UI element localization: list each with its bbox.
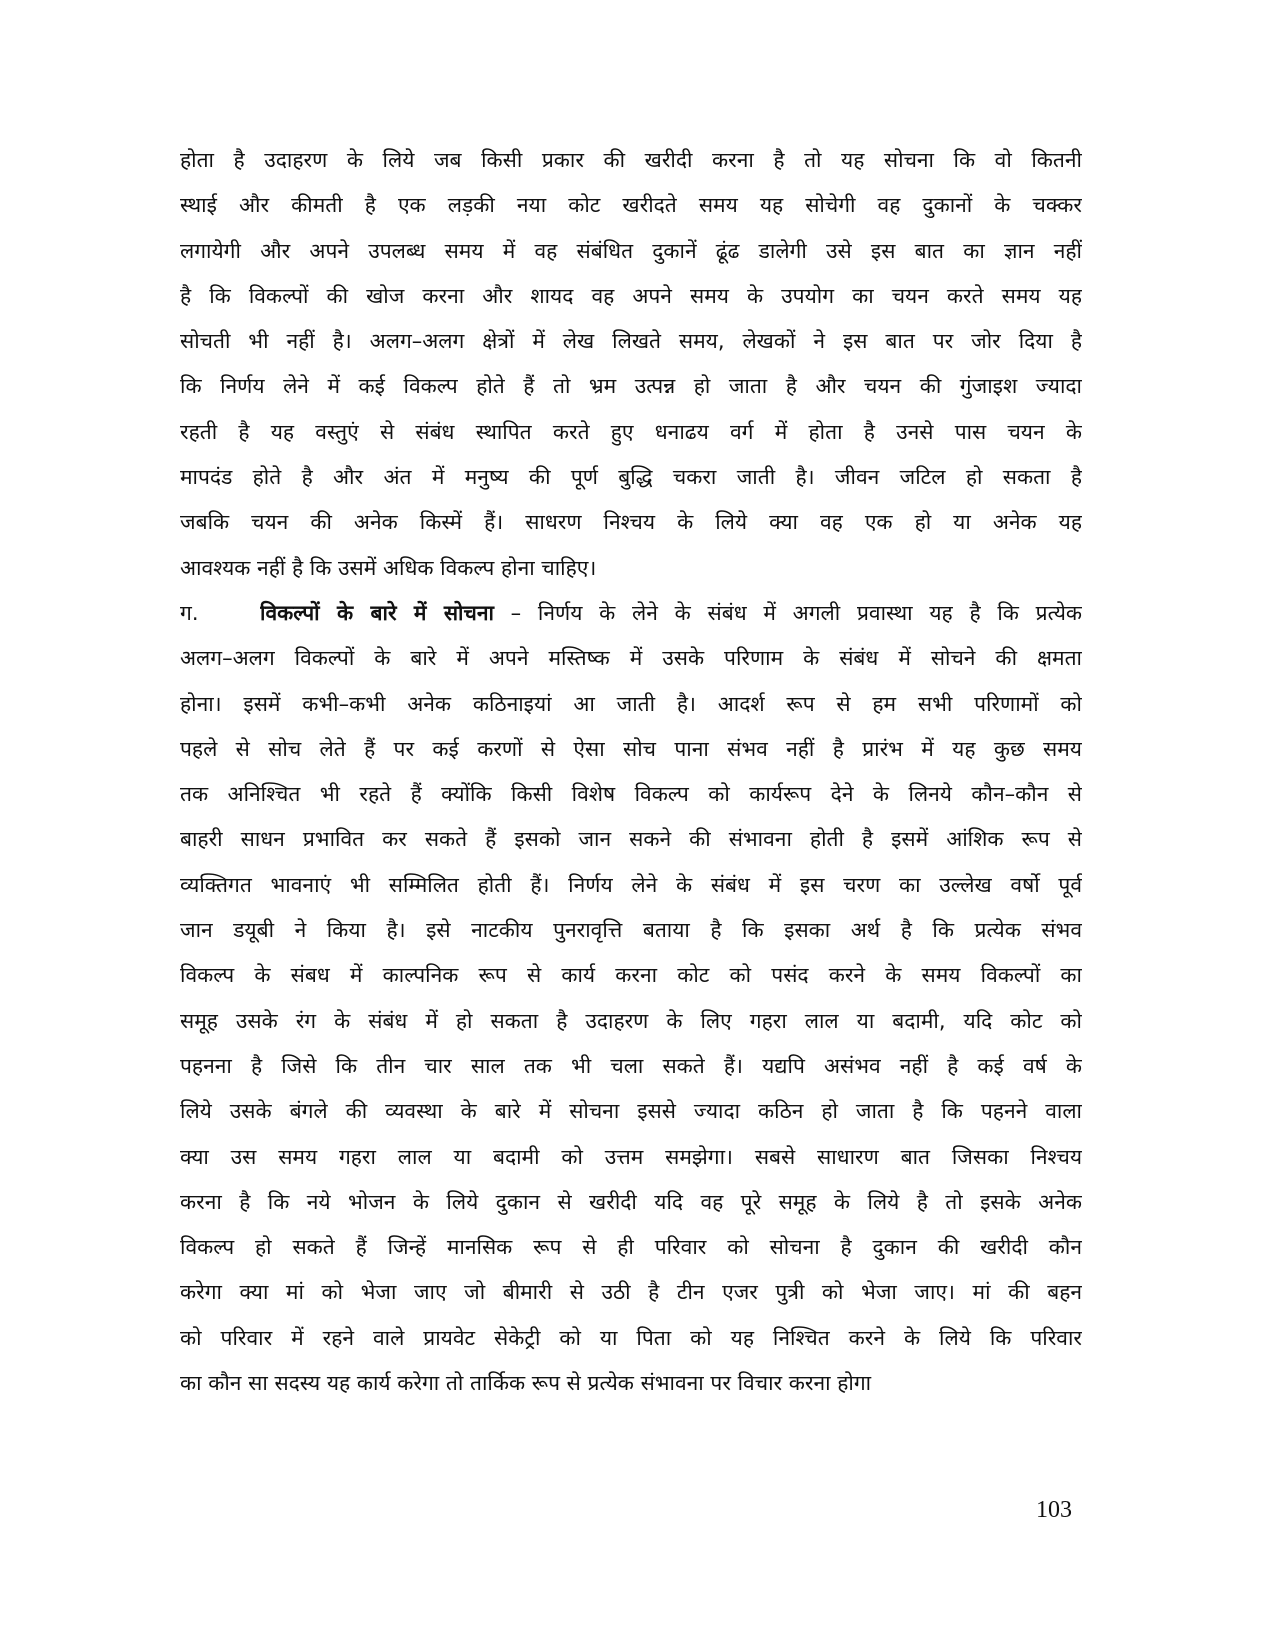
section-heading-line (180, 591, 1082, 636)
text-line: विकल्प के संबध में काल्पनिक रूप से कार्य करना कोट को पसंद करने के समय विकल्पों का (180, 963, 1082, 988)
text-line: आवश्यक नहीं है कि उसमें अधिक विकल्प होना चाहिए। (180, 555, 597, 580)
text-line: अलग–अलग विकल्पों के बारे में अपने मस्तिष्क में उसके परिणाम के संबंध में सोचने की क्षमता (180, 646, 1082, 671)
text-line: व्यक्तिगत भावनाएं भी सम्मिलित होती हैं। निर्णय लेने के संबंध में इस चरण का उल्लेख वर्षो पूर्व (180, 872, 1082, 897)
body-text (180, 138, 1082, 1406)
text-line: रहती है यह वस्तुएं से संबंध स्थापित करते हुए धनाढय वर्ग में होता है उनसे पास चयन के (180, 419, 1082, 444)
text-line: स्थाई और कीमती है एक लड़की नया कोट खरीदते समय यह सोचेगी वह दुकानों के चक्कर (180, 193, 1082, 218)
text-line: जबकि चयन की अनेक किस्में हैं। साधरण निश्चय के लिये क्या वह एक हो या अनेक यह (180, 510, 1082, 535)
text-line: को परिवार में रहने वाले प्रायवेट सेकेट्री को या पिता को यह निश्चित करने के लिये कि परिवार (180, 1325, 1082, 1350)
text-line: कि निर्णय लेने में कई विकल्प होते हैं तो भ्रम उत्पन्न हो जाता है और चयन की गुंजाइश ज्यादा (180, 374, 1082, 399)
section-heading-continuation: – निर्णय के लेने के संबंध में अगली प्रवास्था यह है कि प्रत्येक (493, 600, 1082, 625)
text-line: तक अनिश्चित भी रहते हैं क्योंकि किसी विशेष विकल्प को कार्यरूप देने के लिनये कौन–कौन से (180, 782, 1082, 807)
text-line: मापदंड होते है और अंत में मनुष्य की पूर्ण बुद्धि चकरा जाती है। जीवन जटिल हो सकता है (180, 465, 1082, 490)
text-line: क्या उस समय गहरा लाल या बदामी को उत्तम समझेगा। सबसे साधारण बात जिसका निश्चय (180, 1144, 1082, 1169)
text-line: है कि विकल्पों की खोज करना और शायद वह अपने समय के उपयोग का चयन करते समय यह (180, 283, 1082, 308)
text-line: होता है उदाहरण के लिये जब किसी प्रकार की खरीदी करना है तो यह सोचना कि वो कितनी (180, 148, 1082, 172)
text-line: करेगा क्या मां को भेजा जाए जो बीमारी से उठी है टीन एजर पुत्री को भेजा जाए। मां की बहन (180, 1280, 1082, 1305)
paragraph-1 (180, 138, 1082, 591)
text-line: पहनना है जिसे कि तीन चार साल तक भी चला सकते हैं। यद्यपि असंभव नहीं है कई वर्ष के (180, 1053, 1082, 1078)
text-line: बाहरी साधन प्रभावित कर सकते हैं इसको जान सकने की संभावना होती है इसमें आंशिक रूप से (180, 827, 1082, 852)
text-line: होना। इसमें कभी–कभी अनेक कठिनाइयां आ जाती है। आदर्श रूप से हम सभी परिणामों को (180, 691, 1082, 716)
section-heading-text (260, 591, 1082, 636)
text-line: जान डयूबी ने किया है। इसे नाटकीय पुनरावृत्ति बताया है कि इसका अर्थ है कि प्रत्येक संभव (180, 918, 1082, 943)
text-line: सोचती भी नहीं है। अलग–अलग क्षेत्रों में लेख लिखते समय, लेखकों ने इस बात पर जोर दिया है (180, 329, 1082, 354)
page-number: 103 (1036, 1497, 1072, 1523)
section-marker: ग. (180, 600, 199, 625)
text-line: लगायेगी और अपने उपलब्ध समय में वह संबंधित दुकानें ढूंढ डालेगी उसे इस बात का ज्ञान नहीं (180, 238, 1082, 263)
text-line: समूह उसके रंग के संबंध में हो सकता है उदाहरण के लिए गहरा लाल या बदामी, यदि कोट को (180, 1008, 1082, 1033)
text-line: लिये उसके बंगले की व्यवस्था के बारे में सोचना इससे ज्यादा कठिन हो जाता है कि पहनने वाला (180, 1099, 1082, 1124)
paragraph-2 (180, 636, 1082, 1406)
section-heading: विकल्पों के बारे में सोचना (260, 600, 494, 625)
text-line: करना है कि नये भोजन के लिये दुकान से खरीदी यदि वह पूरे समूह के लिये है तो इसके अनेक (180, 1189, 1082, 1214)
text-line: पहले से सोच लेते हैं पर कई करणों से ऐसा सोच पाना संभव नहीं है प्रारंभ में यह कुछ समय (180, 736, 1082, 761)
text-line: का कौन सा सदस्य यह कार्य करेगा तो तार्किक रूप से प्रत्येक संभावना पर विचार करना होगा (180, 1371, 872, 1396)
text-line: विकल्प हो सकते हैं जिन्हें मानसिक रूप से ही परिवार को सोचना है दुकान की खरीदी कौन (180, 1235, 1082, 1260)
